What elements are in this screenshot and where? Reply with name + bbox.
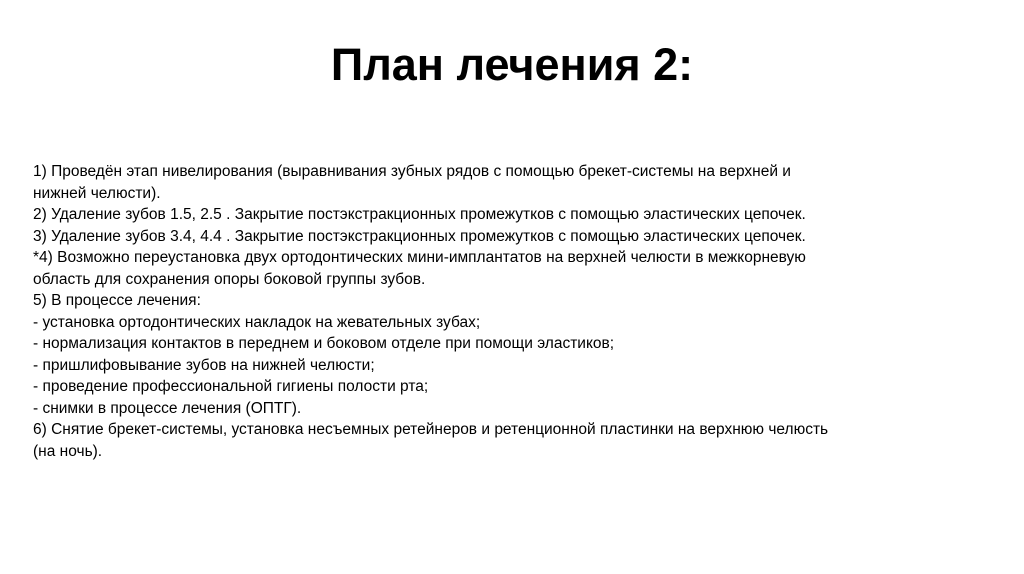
text-line: 2) Удаление зубов 1.5, 2.5 . Закрытие постэкстракционных промежутков с помощью эластических цепочек. <box>33 206 806 223</box>
text-line: *4) Возможно переустановка двух ортодонтических мини-имплантатов на верхней челюсти в межкорневую <box>33 249 806 266</box>
text-line: (на ночь). <box>33 442 103 460</box>
text-line: нижней челюсти). <box>33 184 161 202</box>
text-line: 6) Снятие брекет-системы, установка несъемных ретейнеров и ретенционной пластинки на верхнюю челюсть <box>33 421 829 438</box>
slide-title: План лечения 2: <box>330 39 694 90</box>
text-line: 1) Проведён этап нивелирования (выравнивания зубных рядов с помощью брекет-системы на верхней и <box>33 163 791 180</box>
text-line: - нормализация контактов в переднем и боковом отделе при помощи эластиков; <box>33 335 615 352</box>
text-line: 3) Удаление зубов 3.4, 4.4 . Закрытие постэкстракционных промежутков с помощью эластических цепочек. <box>33 227 806 245</box>
treatment-plan-text <box>33 161 988 462</box>
text-line: - пришлифовывание зубов на нижней челюсти; <box>33 356 375 374</box>
text-line: - снимки в процессе лечения (ОПТГ). <box>33 399 302 417</box>
text-line: область для сохранения опоры боковой группы зубов. <box>33 270 426 288</box>
text-line: 5) В процессе лечения: <box>33 292 201 309</box>
text-line: - проведение профессиональной гигиены полости рта; <box>33 378 429 395</box>
text-line: - установка ортодонтических накладок на жевательных зубах; <box>33 313 481 331</box>
